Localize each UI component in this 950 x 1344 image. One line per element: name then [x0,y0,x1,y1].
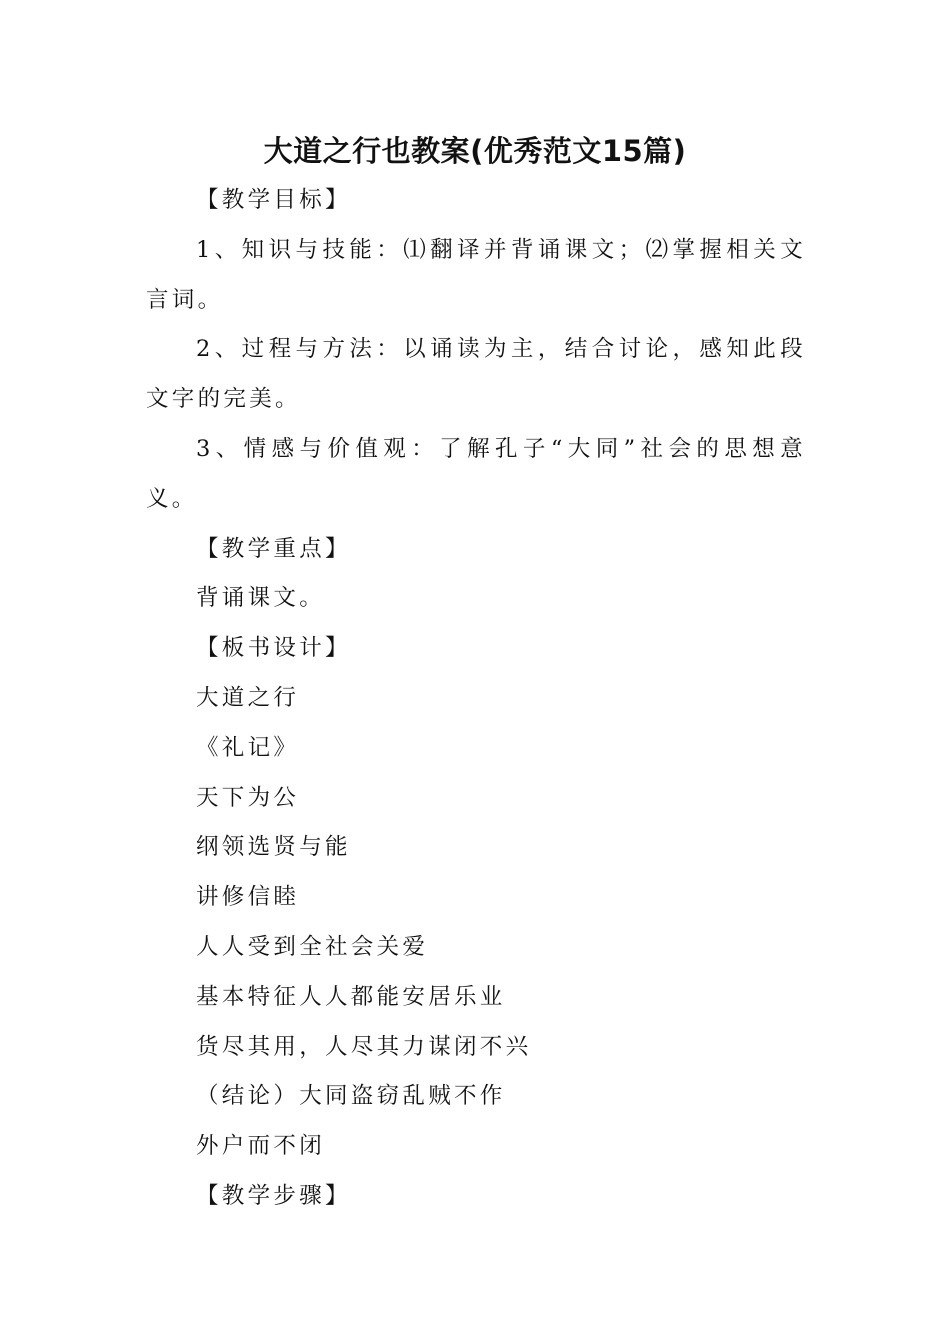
paragraph-key-point: 背诵课文。 [196,585,326,612]
document-title: 大道之行也教案(优秀范文15篇) [263,134,687,168]
board-line: 天下为公 [196,784,300,811]
paragraph-objective-3: 3、情感与价值观：了解孔子“大同”社会的思想意义。 [146,435,806,512]
document-body [146,176,806,1222]
board-line: 《礼记》 [196,734,300,761]
board-line: 人人受到全社会关爱 [196,933,429,960]
section-heading-key-points: 【教学重点】 [196,535,351,562]
board-line: 外户而不闭 [196,1133,326,1160]
section-heading-teaching-steps: 【教学步骤】 [196,1182,351,1209]
paragraph-objective-1: 1、知识与技能：⑴翻译并背诵课文；⑵掌握相关文言词。 [146,236,806,313]
board-line: 大道之行 [196,684,300,711]
board-line: 货尽其用，人尽其力谋闭不兴 [196,1033,532,1060]
board-line: 纲领选贤与能 [196,834,351,861]
board-line: （结论）大同盗窃乱贼不作 [196,1083,506,1110]
paragraph-objective-2: 2、过程与方法：以诵读为主，结合讨论，感知此段文字的完美。 [146,336,806,413]
board-line: 讲修信睦 [196,884,300,911]
section-heading-board-design: 【板书设计】 [196,635,351,662]
section-heading-objectives: 【教学目标】 [196,187,351,213]
board-line: 基本特征人人都能安居乐业 [196,983,506,1010]
